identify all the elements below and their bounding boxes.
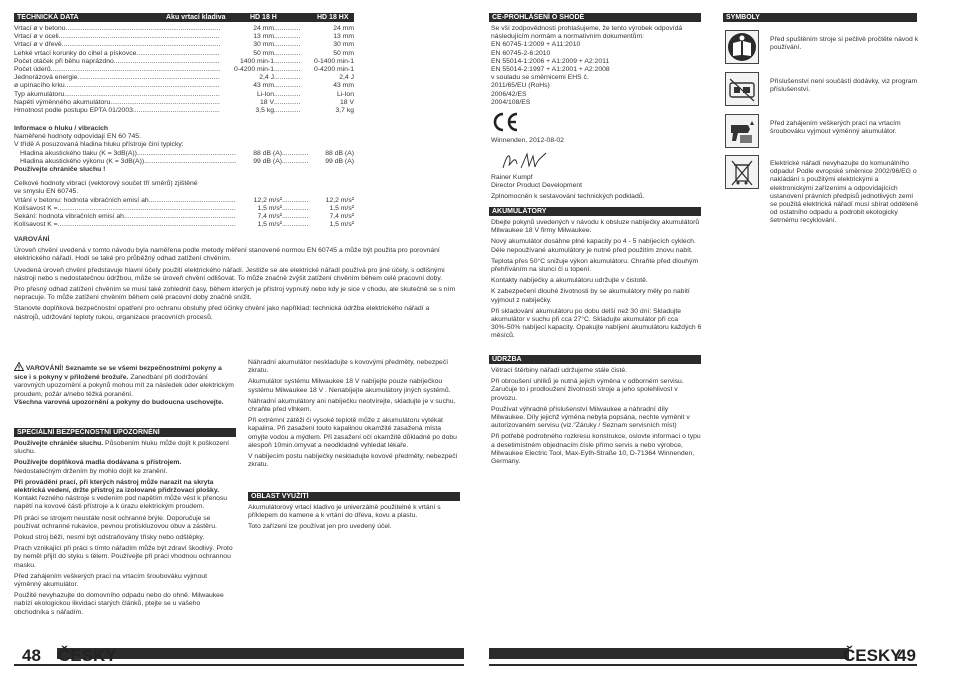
acc-para: Nový akumulátor dosáhne plné kapacity po 4 - 5 nabíjecích cyklech. Déle nepoužívané akumulátory je nutné před použitím znovu nabít.: [491, 238, 696, 254]
warning-paragraph: Pro přesný odhad zatížení chvěním se musí také zohlednit časy, během kterých je přístroj vypnutý nebo kdy je sice v chodu, ale skutečně se s ním nepracuje. To může zatížení chvěním během celé pracovní doby značně snížit.: [14, 286, 456, 302]
spec-row-value-2: 88 dB (A): [325, 149, 354, 157]
spec-row-value-2: 50 mm: [333, 49, 354, 57]
spec-para-5: Pokud stroj běží, nesmí být odstraňovány třísky nebo odštěpky.: [14, 534, 205, 542]
spec-row-value-1: 1,5 m/s²: [257, 204, 282, 212]
spec-para-4: Při práci se strojem neustále nosit ochranné brýle. Doporučuje se používat ochranné rukavice, pevnou protiskluzovou obuv a zástěru.: [14, 514, 217, 530]
spec-row-value-1: 3,5 kg: [255, 107, 274, 115]
remove-battery-icon: [725, 114, 759, 148]
symbols-header: [723, 13, 917, 22]
warning-title: VAROVÁNÍ: [14, 236, 50, 243]
spec-row-value-1: 0-4200 min-1: [233, 66, 274, 74]
spec-row-value-2: 1,5 m/s²: [329, 221, 354, 229]
ce-date: Winnenden, 2012-08-02: [491, 137, 564, 144]
vib-line-1: Celkové hodnoty vibrací (vektorový součet tří směrů) zjištěné: [14, 180, 198, 188]
acc-para: Dbejte pokynů uvedených v návodu k obsluze nabíječky akumulátorů Milwaukee 18 V firmy Milwaukee.: [491, 219, 700, 235]
mid-para: Akumulátor systému Milwaukee 18 V nabíjejte pouze nabíječkou systému Milwaukee 18 V . Nenabíjejte akumulátory jiných systémů.: [248, 378, 451, 394]
spec-row-value-2: 1,5 m/s²: [329, 204, 354, 212]
spec-row-value-1: 30 mm: [253, 41, 274, 49]
spec-row-label: Kolísavost K =: [14, 204, 58, 212]
spec-row-label: Napětí výměnného akumulátoru: [14, 98, 111, 106]
spec-row-value-2: 12,2 m/s²: [325, 196, 354, 204]
safety-bold-1: VAROVÁNÍ! Seznamte se se všemi bezpečnostními pokyny a sice i s pokyny v přiložené brožuře.: [14, 365, 222, 382]
noise-block: [14, 125, 354, 229]
spec-row: [14, 99, 354, 107]
footer-bar: [57, 648, 464, 659]
spec-row: [14, 82, 354, 90]
spec-row-value-2: 13 mm: [333, 33, 354, 41]
safety-text-1: Zanedbání při dodržování varovných upozornění a pokynů mohou mít za následek úder elektrickým proudem, požár a/nebo těžká poranění.: [14, 374, 234, 398]
symbol-text-3: Před zahájením veškerých prací na vrtacím šroubováku vyjmout výměnný akumulátor.: [770, 120, 901, 136]
symbol-text-4: Elektrické nářadí nevyhazujte do komunálního odpadu! Podle evropské směrnice 2002/96/EG o nakládání s použitými elektrickými a elektronickými zařízeními a odpovídajících ustanovení právních předpisů jednotlivých zemí se použitá elektrická nářadí musí sbírat odděleně od ostatního odpadu a podrobit ekologicky šetrnému recyklování.: [770, 160, 919, 225]
spec-row: [14, 41, 354, 49]
spec-row-value-2: 24 mm: [333, 25, 354, 32]
spec-row-value-2: 2,4 J: [339, 74, 354, 82]
spec-text-1: Působením hluku může dojít k poškození sluchu.: [14, 440, 229, 456]
spec-text-2: Nedostatečným držením by mohlo dojít ke zranění.: [14, 467, 168, 475]
tech-col-hd18h: HD 18 H: [250, 14, 277, 21]
maint-para: Používat výhradně příslušenství Milwaukee a náhradní díly Milwaukee. Díly jejichž výměna nebyla popsána, nechte vyměnit v autorizovaném servisu (viz."Záruky / Seznam servisních míst): [491, 405, 690, 430]
warning-block: [14, 236, 456, 325]
ce-declaration: [491, 25, 703, 107]
spec-text-3: Kontakt řezného nástroje s vedením pod napětím může vést k přenosu napětí na kovové části přístroje a k úrazu elektrickým proudem.: [14, 495, 228, 511]
safety-bold-2: Všechna varovná upozornění a pokyny do budoucna uschovejte.: [14, 398, 224, 406]
spec-para-7: Před zahájením veškerých prací na vrtacím šroubováku vyjmout výměnný akumulátor.: [14, 572, 208, 589]
spec-row-label: Hmotnost podle postupu EPTA 01/2003: [14, 107, 133, 115]
spec-para-8: Použité nevyhazujte do domovního odpadu nebo do ohně. Milwaukee nabízí ekologickou likvidaci starých článků, ptejte se u vašeho obchodníka s nářadím.: [14, 592, 224, 616]
spec-row-label: Sekání: hodnota vibračních emisí ah: [14, 213, 124, 221]
acc-para: K zabezpečení dlouhé životnosti by se akumulátory měly po nabití vyjmout z nabíječky.: [491, 288, 690, 304]
spec-row-value-1: 24 mm: [253, 25, 274, 32]
accumulators-block: [491, 219, 703, 344]
warning-triangle-icon: [14, 362, 24, 374]
spec-row: [14, 58, 354, 66]
spec-bold-3: Při provádění prací, při kterých nástroj může narazit na skryta elektrická vedení, držte přístroj za izolované přidržovací plošky.: [14, 478, 219, 495]
acc-para: Při skladování akumulátoru po dobu delší než 30 dní: Skladujte akumulátor v suchu při cca 27°C. Skladujte akumulátor při cca 30%-50% nabíjecí kapacity. Opakujte nabíjení akumulátoru každých 6 měsíců.: [491, 307, 702, 340]
spec-row-value-2: 0-1400 min-1: [313, 57, 354, 65]
spec-row: [14, 25, 354, 33]
tech-header-title: TECHNICKÁ DATA: [17, 14, 79, 21]
spec-bold-2: Používejte doplňková madla dodávana s přístrojem.: [14, 459, 182, 467]
spec-row-label: ø upínacího krku: [14, 82, 65, 90]
read-manual-icon: [725, 30, 759, 64]
ce-line: v souladu se směrnicemi EHS č.: [491, 74, 589, 82]
spec-row-value-1: 99 dB (A): [253, 157, 282, 165]
signer-note: Zplnomocněn k sestavování technických podkladů.: [491, 193, 645, 201]
spec-row-value-2: 0-4200 min-1: [313, 66, 354, 74]
spec-row: [14, 50, 354, 58]
noise-line-2: V třídě A posuzovaná hladina hluku přístroje činí typicky:: [14, 141, 184, 149]
spec-row-value-1: 13 mm: [253, 33, 274, 41]
spec-row-value-1: 18 V: [260, 98, 274, 106]
safety-intro: [14, 362, 236, 407]
ce-line: 2004/108/ES: [491, 98, 531, 106]
spec-row-value-2: 3,7 kg: [335, 107, 354, 115]
ce-line: EN 55014-2:1997 + A1:2001 + A2:2008: [491, 66, 610, 74]
vib-line-2: ve smyslu EN 60745.: [14, 188, 79, 196]
tech-col-hd18hx: HD 18 HX: [317, 14, 349, 21]
symbol-text-2: Příslušenství není součástí dodávky, viz program příslušenství.: [770, 78, 918, 94]
maint-para: Při potřebě podrobného rozkresu konstrukce, oslovte informací o typu a desetimístném objednacím čísle přímo servis a nebo výrobce, Milwaukee Electric Tool, Max-Eyth-Straße 10, D-71364 Winnenden, Germany.: [491, 433, 701, 466]
special-safety-block: [14, 440, 236, 620]
spec-row-value-1: 50 mm: [253, 49, 274, 57]
special-safety-header: [14, 428, 236, 437]
spec-row: [14, 74, 354, 82]
maintenance-header-text: ÚDRŽBA: [492, 356, 522, 363]
warning-paragraph: Úroveň chvění uvedená v tomto návodu byla naměřena podle metody měření stanovené normou EN 60745 a může být použita pro porovnání elektrického nářadí. Hodí se také pro průběžný odhad zatížení chvěním.: [14, 247, 440, 263]
accessories-icon: [725, 72, 759, 106]
spec-row: [14, 66, 354, 74]
spec-row-value-1: 1400 min-1: [239, 57, 274, 65]
battery-notes-block: [248, 359, 460, 472]
ce-line: EN 55014-1:2006 + A1:2009 + A2:2011: [491, 57, 610, 65]
usage-header: [248, 492, 460, 501]
noise-line-1: Naměřené hodnoty odpovídají EN 60 745.: [14, 133, 141, 141]
noise-rows: [14, 150, 354, 166]
ce-header-text: CE-PROHLÁŠENÍ O SHODĚ: [492, 14, 585, 21]
maint-para: Větrací štěrbiny nářadí udržujeme stále čisté.: [491, 367, 628, 374]
spec-row-value-1: 12,2 m/s²: [253, 196, 282, 204]
usage-block: [248, 504, 460, 535]
spec-row-value-2: 7,4 m/s²: [329, 213, 354, 221]
signer-title: Director Product Development: [491, 182, 583, 190]
spec-row-value-1: Li-Ion: [256, 90, 274, 98]
noise-line-3: Používejte chrániče sluchu !: [14, 166, 106, 174]
spec-row-label: Jednorázová energie: [14, 74, 78, 82]
spec-row-label: Počet otáček při běhu naprázdno: [14, 57, 114, 65]
usage-header-text: OBLAST VYUŽITÍ: [251, 493, 309, 500]
language-label: ČESKY: [58, 646, 117, 665]
special-safety-header-text: SPECIÁLNÍ BEZPEČNOSTNÍ UPOZORNĚNÍ: [17, 429, 160, 436]
spec-para-2: [14, 459, 236, 475]
tech-data-header-cols: [161, 13, 354, 22]
spec-row-value-1: 7,4 m/s²: [257, 213, 282, 221]
mid-para: Při extrémní zátěži či vysoké teplotě může z akumulátoru vytékat kapalina. Při zasažení touto kapalinou okamžitě zasažená místa omyjte vodou a mýdlem. Při zasažení očí okamžitě důkladně po dobu alespoň 10min.omyvat a neodkladně vyhledat lékaře.: [248, 417, 457, 449]
spec-row-label: Vrtací ø v betonu: [14, 25, 66, 32]
mid-para: V nabíjecím postu nabíječky neskladujte kovové předměty, nebezpečí zkratu.: [248, 453, 458, 469]
spec-row-value-1: 43 mm: [253, 82, 274, 90]
spec-row-value-1: 2,4 J: [259, 74, 274, 82]
symbol-text-1: Před spuštěním stroje si pečlivě pročtěte návod k používání.: [770, 36, 919, 52]
warning-paragraph: Stanovte doplňková bezpečnostní opatření pro ochranu obsluhy před účinky chvění jako například: technická údržba elektrického nářadí a nástrojů, udržování teploty rukou, organizace pracovních procesů.: [14, 305, 430, 321]
spec-para-1: [14, 440, 236, 456]
ce-line: Se vší zodpovědností prohlašujeme, že tento výrobek odpovídá: [491, 25, 683, 32]
signer-block: [491, 174, 703, 202]
noise-title: Informace o hluku / vibracích: [14, 125, 109, 132]
spec-row-value-2: 30 mm: [333, 41, 354, 49]
footer-bar: [489, 648, 849, 659]
spec-row: [14, 221, 354, 229]
spec-row: [14, 33, 354, 41]
spec-row-label: Hladina akustického výkonu (K = 3dB(A)): [20, 157, 145, 165]
ce-line: následujícím normám a normativním dokumentům:: [491, 33, 644, 41]
usage-para: Akumulátorový vrtací kladivo je univerzálně použitelné k vrtání s příklepem do kamene a k vrtání do dřeva, kovu a plastu.: [248, 504, 441, 520]
spec-row-label: Typ akumulátoru: [14, 90, 65, 98]
spec-row-value-2: Li-Ion: [336, 90, 354, 98]
spec-row-value-2: 99 dB (A): [325, 157, 354, 165]
ce-header: [489, 13, 701, 22]
signer-name: Rainer Kumpf: [491, 174, 533, 181]
ce-line: 2011/65/EU (RoHs): [491, 82, 550, 90]
maintenance-header: [489, 355, 701, 364]
symbols-header-text: SYMBOLY: [726, 14, 760, 21]
spec-row: [20, 150, 354, 158]
acc-para: Kontakty nabíječky a akumulátoru udržujte v čistotě.: [491, 277, 648, 285]
page-number: 49: [897, 646, 916, 665]
spec-row-value-1: 88 dB (A): [253, 149, 282, 157]
signature-image: [501, 150, 549, 172]
right-page: [477, 0, 954, 677]
accumulators-header-text: AKUMULÁTORY: [492, 208, 547, 215]
language-label: ČESKY: [843, 646, 902, 665]
spec-row: [20, 158, 354, 166]
accumulators-header: [489, 207, 701, 216]
spec-row: [14, 197, 354, 205]
spec-row: [14, 205, 354, 213]
tech-data-table: [14, 25, 354, 115]
spec-row-label: Hladina akustického tlaku (K = 3dB(A)): [20, 149, 137, 157]
spec-row-label: Vrtací ø v oceli: [14, 33, 59, 41]
vibration-rows: [14, 197, 354, 230]
warning-paragraph: Uvedená úroveň chvění představuje hlavní účely použití elektrického nářadí. Jestliže se ale elektrické nářadí používá pro jiné účely, s odlišnými nástroji nebo s nedostatečnou údržbou, může se úroveň chvění odlišovat. To může značně zvýšit zatížení chvěním během celé pracovní doby.: [14, 266, 445, 282]
mid-para: Náhradní akumulátor neskladujte s kovovými předměty, nebezpečí zkratu.: [248, 359, 449, 375]
maintenance-block: [491, 367, 703, 469]
spec-row-label: Vrtání v betonu: hodnota vibračních emisí ah: [14, 196, 149, 204]
spec-para-3: [14, 479, 236, 512]
spec-row-value-2: 18 V: [340, 98, 354, 106]
spec-row-value-1: 1,5 m/s²: [257, 221, 282, 229]
ce-line: EN 60745-2-6:2010: [491, 49, 551, 57]
acc-para: Teplota přes 50°C snižuje výkon akumulátoru. Chraňte před dlouhým přehříváním na slunci či u topení.: [491, 257, 699, 274]
spec-row: [14, 91, 354, 99]
spec-row-label: Vrtací ø v dřevě: [14, 41, 62, 49]
ce-line: 2006/42/ES: [491, 90, 527, 98]
spec-row-label: Lehké vrtací korunky do cihel a pískovce: [14, 49, 137, 57]
weee-bin-icon: [725, 155, 759, 189]
spec-row-value-2: 43 mm: [333, 82, 354, 90]
tech-col-model: Aku vrtací kladiva: [166, 14, 226, 21]
spec-row: [14, 213, 354, 221]
page-number: 48: [22, 646, 41, 665]
spec-row-label: Kolísavost K =: [14, 221, 58, 229]
mid-para: Náhradní akumulátory ani nabíječku neotvírejte, skladujte je v suchu, chraňte před vlhkem.: [248, 397, 456, 414]
ce-line: EN 60745-1:2009 + A11:2010: [491, 41, 581, 49]
maint-para: Při obroušení uhlíků je nutná jejich výměna v odborném servisu. Zaručuje to i prodloužení životnosti stroje a jeho spolehlivost v provozu.: [491, 378, 684, 402]
usage-para: Toto zařízení lze používat jen pro uvedený účel.: [248, 523, 392, 531]
ce-mark-icon: [491, 111, 519, 133]
spec-para-6: Prach vznikající při práci s tímto nářadím může být zdraví škodlivý. Proto by neměl přijít do styku s tělem. Používejte při práci vhodnou ochrannou masku.: [14, 545, 233, 569]
spec-row: [14, 107, 354, 115]
spec-row-label: Počet úderů: [14, 66, 51, 74]
spec-bold-1: Používejte chrániče sluchu.: [14, 440, 104, 447]
